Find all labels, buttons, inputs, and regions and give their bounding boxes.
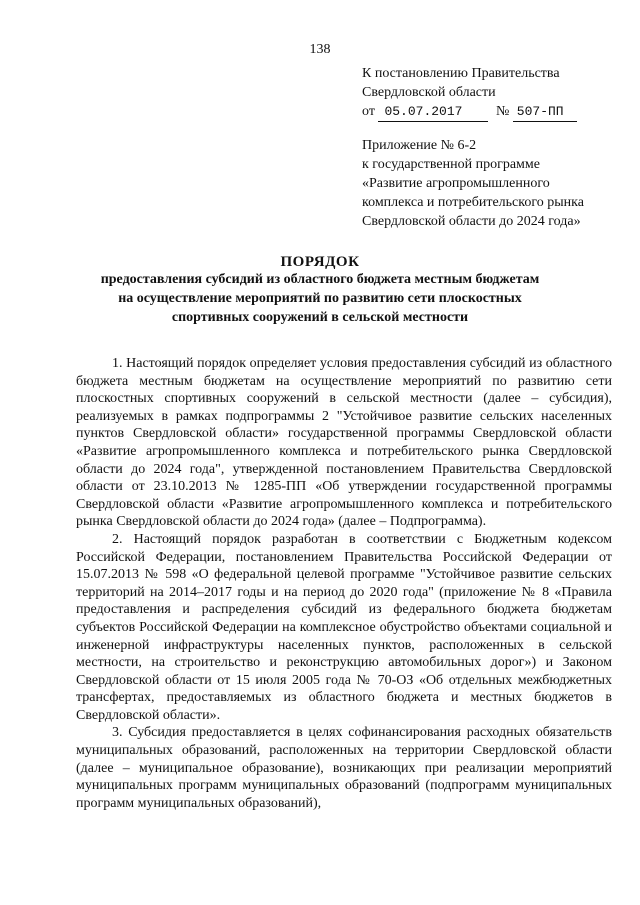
appendix-reference	[362, 136, 622, 231]
document-body	[76, 355, 612, 812]
appendix-line: к государственной программе	[362, 157, 540, 172]
resolution-line-2: Свердловской области	[362, 85, 496, 100]
paragraph-1: 1. Настоящий порядок определяет условия предоставления субсидий из областного бюджета местным бюджетам на осуществление мероприятий по развитию сети плоскостных спортивных сооружений в сельской местности (далее – субсидия), реализуемых в рамках подпрограммы 2 "Устойчивое развитие сельских населенных пунктов Свердловской области» государственной программы Свердловской области «Развитие агропромышленного комплекса и потребительского рынка Свердловской области до 2024 года", утвержденной постановлением Правительства Свердловской области от 23.10.2013 № 1285-ПП «Об утверждении государственной программы Свердловской области «Развитие агропромышленного комплекса и потребительского рынка Свердловской области до 2024 года» (далее – Подпрограмма).	[76, 356, 612, 530]
date-prefix: от	[362, 104, 375, 119]
resolution-line-1: К постановлению Правительства	[362, 66, 560, 81]
appendix-line: «Развитие агропромышленного	[362, 176, 550, 191]
resolution-date-line	[362, 102, 622, 122]
document-subtitle	[60, 270, 580, 327]
resolution-reference	[362, 64, 622, 122]
resolution-date: 05.07.2017	[378, 102, 488, 122]
resolution-number: 507-ПП	[513, 102, 577, 122]
paragraph-3: 3. Субсидия предоставляется в целях софинансирования расходных обязательств муниципальных образований, расположенных на территории Свердловской области (далее – муниципальное образование), возникающих при реализации мероприятий муниципальных программ муниципальных образований (подпрограмм муниципальных программ муниципальных образований),	[76, 725, 612, 811]
appendix-line: Приложение № 6-2	[362, 138, 477, 153]
page-number: 138	[309, 42, 331, 57]
subtitle-line: на осуществление мероприятий по развитию сети плоскостных	[118, 291, 522, 306]
subtitle-line: спортивных сооружений в сельской местности	[171, 310, 469, 325]
document-title: ПОРЯДОК	[280, 254, 360, 270]
appendix-line: комплекса и потребительского рынка	[362, 195, 584, 210]
number-prefix: №	[495, 104, 510, 119]
appendix-line: Свердловской области до 2024 года»	[362, 214, 581, 229]
paragraph-2: 2. Настоящий порядок разработан в соответствии с Бюджетным кодексом Российской Федерации, постановлением Правительства Российской Федерации от 15.07.2013 № 598 «О федеральной целевой программе "Устойчивое развитие сельских территорий на 2014–2017 годы и на период до 2020 года" (приложение № 8 «Правила предоставления и распределения субсидий из федерального бюджета бюджетам субъектов Российской Федерации на комплексное обустройство объектами социальной и инженерной инфраструктуры населенных пунктов, расположенных в сельской местности, на строительство и реконструкцию автомобильных дорог») и Законом Свердловской области от 15 июля 2005 года № 70-ОЗ «Об отдельных межбюджетных трансфертах, предоставляемых из областного бюджета и местных бюджетов в Свердловской области».	[76, 531, 612, 723]
subtitle-line: предоставления субсидий из областного бюджета местным бюджетам	[100, 272, 540, 287]
